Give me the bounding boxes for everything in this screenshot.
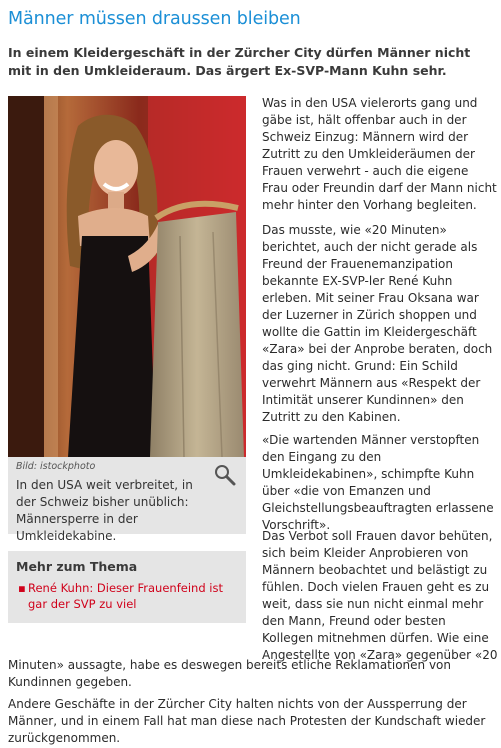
related-link-label: René Kuhn: Dieser Frauenfeind ist gar der SVP zu viel xyxy=(28,581,223,611)
woman-holding-dress-image xyxy=(8,96,246,457)
paragraph-1: Was in den USA vielerorts gang und gäbe ist, hält offenbar auch in der Schweiz Einzug: Männern wird der Zutritt zu den Umkleideräumen der Frauen verwehrt - auch die eigene Frau oder Freundin darf der Mann nicht mehr hinter den Vorhang begleiten. xyxy=(262,96,497,212)
photo-credit: Bild: istockphoto xyxy=(16,461,96,472)
paragraph-5: Andere Geschäfte in der Zürcher City halten nichts von der Aussperrung der Männer, und in einem Fall hat man diese nach Protesten der Kundschaft wieder zurückgenommen. xyxy=(8,697,486,745)
article-figure xyxy=(8,96,246,543)
article-title: Männer müssen draussen bleiben xyxy=(8,9,301,29)
paragraph-2: Das musste, wie «20 Minuten» berichtet, auch der nicht gerade als Freund der Frauenemanzipation bekannte EX-SVP-ler René Kuhn erleben. Mit seiner Frau Oksana war der Luzerner in Zürich shoppen und wollte die Gattin im Kleidergeschäft «Zara» bei der Anprobe beraten, doch das ging nicht. Grund: Ein Schild verwehrt Männern aus «Respekt der Intimität unserer Kundinnen» den Zutritt zu den Kabinen. xyxy=(262,223,493,424)
related-box xyxy=(8,551,246,623)
paragraph-4-continued: Minuten» aussagte, habe es deswegen bereits etliche Reklamationen von Kundinnen gegeben. xyxy=(8,658,452,689)
related-link[interactable] xyxy=(18,580,240,612)
related-title: Mehr zum Thema xyxy=(16,559,138,574)
paragraph-4: Das Verbot soll Frauen davor behüten, sich beim Kleider Anprobieren von Männern beobachtet und belästigt zu fühlen. Doch vielen Frauen geht es zu weit, dass sie nun nicht einmal mehr den Mann, Freund oder besten Kollegen mitnehmen dürfen. Wie eine Angestellte von «Zara» gegenüber «20 xyxy=(262,529,498,662)
paragraph-3: «Die wartenden Männer verstopften den Eingang zu den Umkleidekabinen», schimpfte Kuhn über «die von Emanzen und Gleichstellungsbeauftragten erlassene Vorschrift». xyxy=(262,433,494,532)
article-photo[interactable] xyxy=(8,96,246,457)
article-lead: In einem Kleidergeschäft in der Zürcher City dürfen Männer nicht mit in den Umkleideraum. Das ärgert Ex-SVP-Mann Kuhn sehr. xyxy=(8,45,471,78)
magnifier-icon[interactable] xyxy=(214,464,236,486)
photo-caption: In den USA weit verbreitet, in der Schweiz bisher unüblich: Männersperre in der Umkleidekabine. xyxy=(16,478,193,543)
bullet-icon: ▪ xyxy=(18,581,26,595)
